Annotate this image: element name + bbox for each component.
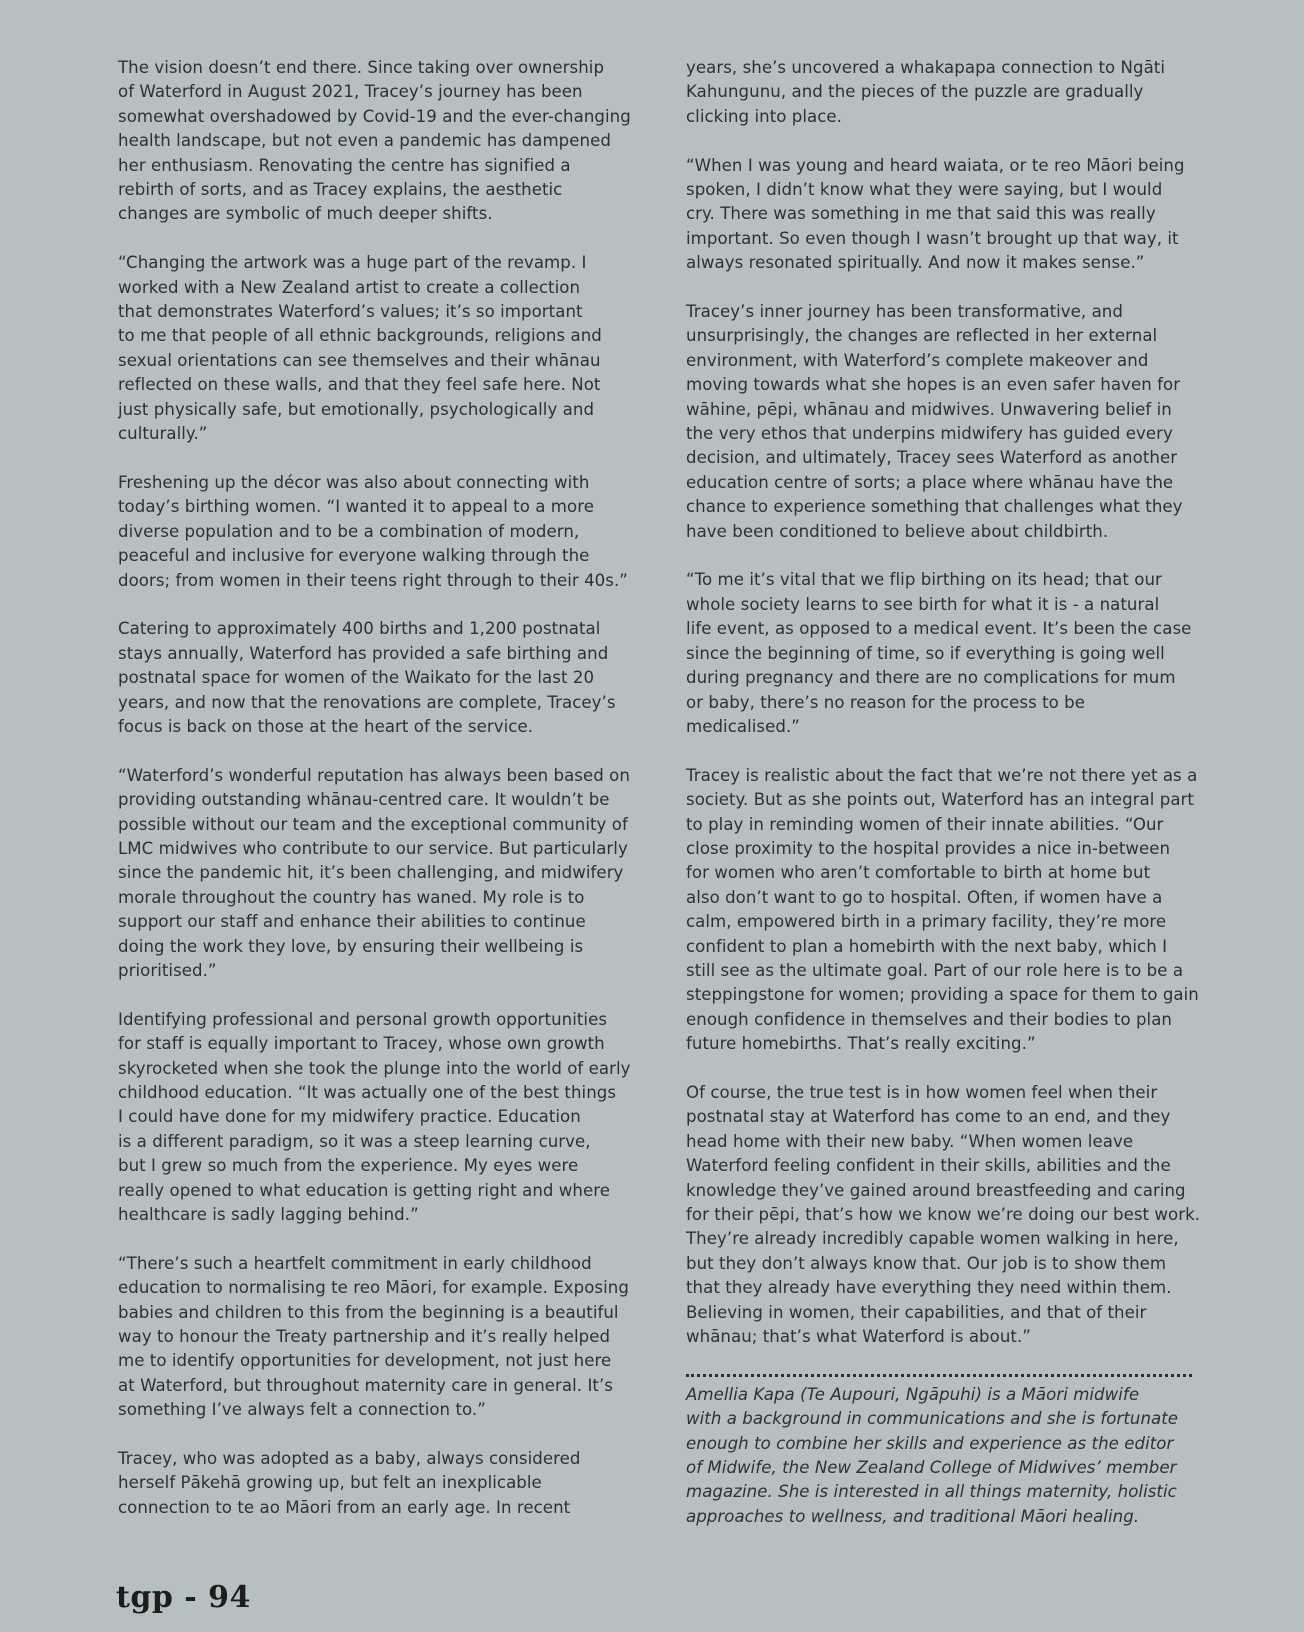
paragraph: Identifying professional and personal growth opportunities for staff is equally important to Tracey, whose own growth skyrocketed when she took the plunge into the world of early childhood education. “It was actually one of the best things I could have done for my midwifery practice. Education is a different paradigm, so it was a steep learning curve, but I grew so much from the experience. My eyes were really opened to what education is getting right and where healthcare is sadly lagging behind.” (118, 1009, 631, 1225)
left-column (118, 56, 638, 1545)
paragraph: “Changing the artwork was a huge part of the revamp. I worked with a New Zealand artist to create a collection that demonstrates Waterford’s values; it’s so important to me that people of all ethnic backgrounds, religions and sexual orientations can see themselves and their whānau reflected on these walls, and that they feel safe here. Not just physically safe, but emotionally, psychologically and culturally.” (118, 253, 602, 444)
paragraph: Tracey is realistic about the fact that we’re not there yet as a society. But as she points out, Waterford has an integral part to play in reminding women of their innate abilities. “Our close proximity to the hospital provides a nice in-between for women who aren’t comfortable to birth at home but also don’t want to go to hospital. Often, if women have a calm, empowered birth in a primary facility, they’re more confident to plan a homebirth with the next baby, which I still see as the ultimate goal. Part of our role here is to be a steppingstone for women; providing a space for them to gain enough confidence in themselves and their bodies to plan future homebirths. That’s really exciting.” (686, 765, 1199, 1054)
paragraph: “To me it’s vital that we flip birthing on its head; that our whole society learns to see birth for what it is - a natural life event, as opposed to a medical event. It’s been the case since the beginning of time, so if everything is going well during pregnancy and there are no complications for mum or baby, there’s no reason for the process to be medicalised.” (686, 570, 1192, 736)
paragraph: Tracey, who was adopted as a baby, always considered herself Pākehā growing up, but felt an inexplicable connection to te ao Māori from an early age. In recent (118, 1449, 581, 1517)
page-number-footer: tgp - 94 (116, 1580, 251, 1615)
paragraph: Tracey’s inner journey has been transformative, and unsurprisingly, the changes are reflected in her external environment, with Waterford’s complete makeover and moving towards what she hopes is an even safer haven for wāhine, pēpi, whānau and midwives. Unwavering belief in the very ethos that underpins midwifery has guided every decision, and ultimately, Tracey sees Waterford as another education centre of sorts; a place where whānau have the chance to experience something that challenges what they have been conditioned to believe about childbirth. (686, 302, 1183, 541)
author-bio: Amellia Kapa (Te Aupouri, Ngāpuhi) is a Māori midwife with a background in communications and she is fortunate enough to combine her skills and experience as the editor of Midwife, the New Zealand College of Midwives’ member magazine. She is interested in all things maternity, holistic approaches to wellness, and traditional Māori healing. (686, 1384, 1179, 1526)
dotted-divider (686, 1374, 1192, 1377)
paragraph: Of course, the true test is in how women feel when their postnatal stay at Waterford has come to an end, and they head home with their new baby. “When women leave Waterford feeling confident in their skills, abilities and the knowledge they’ve gained around breastfeeding and caring for their pēpi, that’s how we know we’re doing our best work. They’re already incredibly capable women walking in here, but they don’t always know that. Our job is to show them that they already have everything they need within them. Believing in women, their capabilities, and that of their whānau; that’s what Waterford is about.” (686, 1082, 1201, 1347)
paragraph: Catering to approximately 400 births and 1,200 postnatal stays annually, Waterford has provided a safe birthing and postnatal space for women of the Waikato for the last 20 years, and now that the renovations are complete, Tracey’s focus is back on those at the heart of the service. (118, 619, 616, 736)
right-column (686, 56, 1202, 1529)
paragraph: Freshening up the décor was also about connecting with today’s birthing women. “I wanted it to appeal to a more diverse population and to be a combination of modern, peaceful and inclusive for everyone walking through the doors; from women in their teens right through to their 40s.” (118, 472, 628, 590)
paragraph: The vision doesn’t end there. Since taking over ownership of Waterford in August 2021, Tracey’s journey has been somewhat overshadowed by Covid-19 and the ever-changing health landscape, but not even a pandemic has dampened her enthusiasm. Renovating the centre has signified a rebirth of sorts, and as Tracey explains, the aesthetic changes are symbolic of much deeper shifts. (118, 58, 631, 224)
paragraph: “Waterford’s wonderful reputation has always been based on providing outstanding whānau-centred care. It wouldn’t be possible without our team and the exceptional community of LMC midwives who contribute to our service. But particularly since the pandemic hit, it’s been challenging, and midwifery morale throughout the country has waned. My role is to support our staff and enhance their abilities to continue doing the work they love, by ensuring their wellbeing is prioritised.” (118, 765, 630, 980)
paragraph: “When I was young and heard waiata, or te reo Māori being spoken, I didn’t know what they were saying, but I would cry. There was something in me that said this was really important. So even though I wasn’t brought up that way, it always resonated spiritually. And now it makes sense.” (686, 155, 1185, 273)
paragraph: “There’s such a heartfelt commitment in early childhood education to normalising te reo Māori, for example. Exposing babies and children to this from the beginning is a beautiful way to honour the Treaty partnership and it’s really helped me to identify opportunities for development, not just here at Waterford, but throughout maternity care in general. It’s something I’ve always felt a connection to.” (118, 1253, 629, 1420)
paragraph: years, she’s uncovered a whakapapa connection to Ngāti Kahungunu, and the pieces of the puzzle are gradually clicking into place. (686, 58, 1166, 126)
